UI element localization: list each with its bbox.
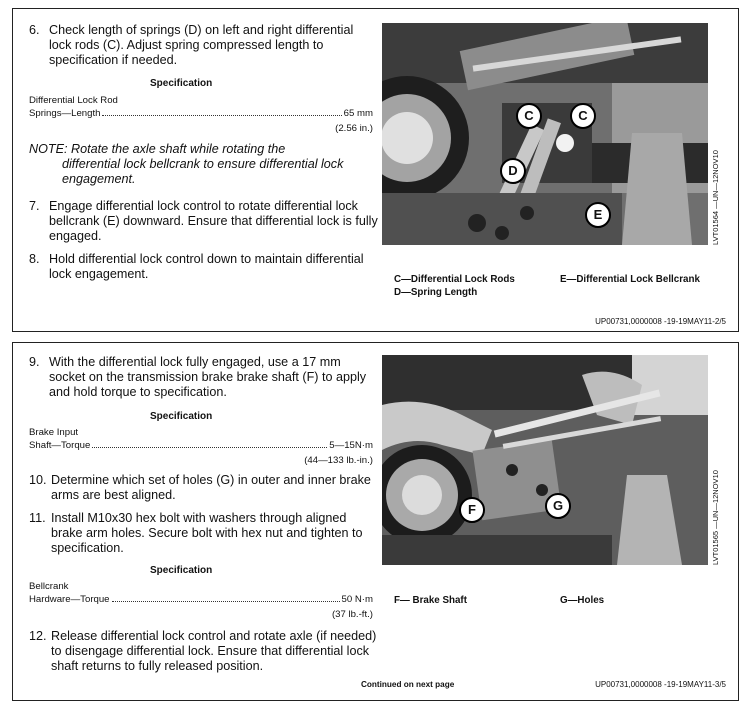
step-number: 10. bbox=[29, 473, 47, 487]
dot-leader bbox=[92, 447, 327, 448]
spec-value: 65 mm bbox=[343, 108, 373, 119]
procedure-panel-1 bbox=[12, 8, 739, 332]
step-text: With the differential lock fully engaged, use a 17 mm socket on the transmission brake brake shaft (F) to apply and hold torque to specification. bbox=[49, 355, 367, 399]
legend-f: F— Brake Shaft bbox=[394, 595, 467, 606]
step-number: 12. bbox=[29, 629, 47, 643]
step-8 bbox=[29, 252, 379, 282]
step-number: 8. bbox=[29, 252, 40, 266]
spec-item-name: Bellcrank bbox=[29, 581, 69, 592]
step-text: Determine which set of holes (G) in outer and inner brake arms are best aligned. bbox=[51, 473, 371, 502]
callout-f-label: F bbox=[468, 502, 476, 517]
spec-row bbox=[29, 108, 373, 119]
callout-d bbox=[500, 158, 526, 184]
spec-heading: Specification bbox=[150, 411, 213, 422]
spec-heading: Specification bbox=[150, 565, 213, 576]
step-12 bbox=[29, 629, 379, 674]
step-number: 11. bbox=[29, 511, 46, 525]
note bbox=[29, 142, 364, 187]
spec-item-name: Differential Lock Rod bbox=[29, 95, 118, 106]
step-9 bbox=[29, 355, 379, 400]
spec-value: 50 N·m bbox=[341, 594, 373, 605]
step-text: Check length of springs (D) on left and right differential lock rods (C). Adjust spring compressed length to specification if needed. bbox=[49, 23, 354, 67]
callout-c-right-label: C bbox=[578, 108, 588, 123]
step-number: 9. bbox=[29, 355, 40, 369]
continued-notice: Continued on next page bbox=[361, 680, 455, 689]
step-text: Engage differential lock control to rotate differential lock bellcrank (E) downward. Ensure that differential lock is fully engaged. bbox=[49, 199, 378, 243]
callout-e bbox=[585, 202, 611, 228]
step-7 bbox=[29, 199, 379, 244]
procedure-panel-2 bbox=[12, 342, 739, 701]
spec-value: 5—15N·m bbox=[329, 440, 373, 451]
differential-lock-photo bbox=[382, 23, 708, 245]
legend-g: G—Holes bbox=[560, 595, 605, 606]
spec-row bbox=[29, 440, 373, 451]
callout-f bbox=[459, 497, 485, 523]
step-number: 7. bbox=[29, 199, 40, 213]
spec-heading: Specification bbox=[150, 78, 213, 89]
footer-code: UP00731,0000008 -19-19MAY11-2/5 bbox=[595, 317, 726, 326]
dot-leader bbox=[112, 601, 340, 602]
figure-code: LVT01565 —UN—12NOV10 bbox=[711, 470, 720, 565]
step-6 bbox=[29, 23, 379, 68]
spec-value-imperial: (44—133 lb.-in.) bbox=[304, 455, 373, 466]
legend-d: D—Spring Length bbox=[394, 287, 478, 298]
spec-label: Springs—Length bbox=[29, 108, 101, 119]
spec-item-name: Brake Input bbox=[29, 427, 79, 438]
footer-code: UP00731,0000008 -19-19MAY11-3/5 bbox=[595, 680, 726, 689]
step-text: Install M10x30 hex bolt with washers through aligned brake arm holes. Secure bolt with hex nut and tighten to specification. bbox=[51, 511, 363, 555]
note-continuation: differential lock bellcrank to ensure differential lock engagement. bbox=[62, 157, 344, 186]
callout-e-label: E bbox=[593, 207, 603, 222]
spec-label: Hardware—Torque bbox=[29, 594, 110, 605]
callout-c-left bbox=[516, 103, 542, 129]
step-text: Hold differential lock control down to maintain differential lock engagement. bbox=[49, 252, 364, 281]
step-text: Release differential lock control and rotate axle (if needed) to disengage differential lock. Ensure that differential lock shaft returns to fully released position. bbox=[51, 629, 377, 673]
legend-e: E—Differential Lock Bellcrank bbox=[560, 274, 700, 285]
step-11 bbox=[29, 511, 379, 556]
callout-c-left-label: C bbox=[524, 108, 534, 123]
note-first-line: NOTE: Rotate the axle shaft while rotating the bbox=[29, 142, 286, 156]
brake-shaft-photo bbox=[382, 355, 708, 565]
callout-g-label: G bbox=[552, 498, 564, 513]
spec-label: Shaft—Torque bbox=[29, 440, 91, 451]
spec-row bbox=[29, 594, 373, 605]
callout-c-right bbox=[570, 103, 596, 129]
figure-code: LVT01564 —UN—12NOV10 bbox=[711, 150, 720, 245]
callout-d-label: D bbox=[508, 163, 518, 178]
legend-c: C—Differential Lock Rods bbox=[394, 274, 515, 285]
photo-illustration bbox=[382, 355, 708, 565]
spec-value-imperial: (37 lb.-ft.) bbox=[331, 609, 373, 620]
photo-illustration bbox=[382, 23, 708, 245]
callout-g bbox=[545, 493, 571, 519]
step-number: 6. bbox=[29, 23, 40, 37]
step-10 bbox=[29, 473, 379, 503]
dot-leader bbox=[102, 115, 341, 116]
spec-value-imperial: (2.56 in.) bbox=[335, 123, 373, 134]
